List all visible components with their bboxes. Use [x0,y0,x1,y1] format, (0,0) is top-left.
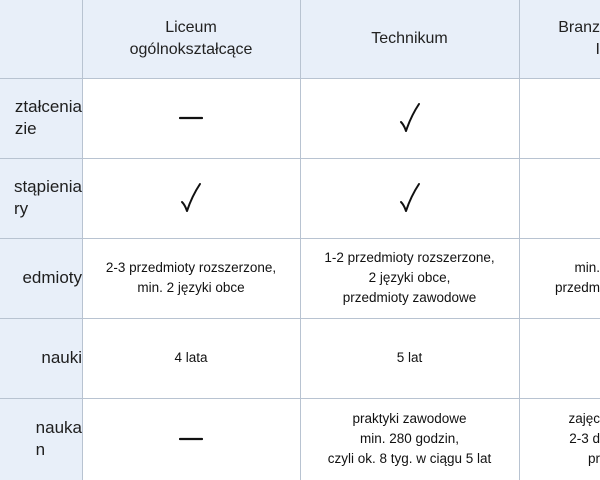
checkmark-icon [180,182,202,214]
row2-technikum-cell [300,158,519,238]
row-label-4-text: nauki [41,348,82,367]
row1-technikum-cell [300,78,519,158]
grid-line [0,158,600,159]
grid-line [0,318,600,319]
row-label-5 [0,398,82,480]
grid-line [0,238,600,239]
row-label-1 [0,78,82,158]
header-corner-cell [0,0,82,78]
row-label-2 [0,158,82,238]
row1-liceum-cell [82,78,300,158]
row5-branzowa-text: zajęc 2-3 d pr [568,411,600,466]
row5-technikum-cell [300,398,519,480]
row-label-3 [0,238,82,318]
row5-technikum-text: praktyki zawodowe min. 280 godzin, czyli ok. 8 tyg. w ciągu 5 lat [327,411,492,466]
checkmark-icon [399,182,421,214]
row3-technikum-text: 1-2 przedmioty rozszerzone, 2 języki obce, przedmioty zawodowe [324,250,495,305]
header-branzowa-label: Branz I [558,19,600,58]
row-label-2-text: stąpienia ry [13,177,82,218]
row4-technikum-cell [300,318,519,398]
row-label-1-text: ztałcenia zie [14,97,82,138]
row5-branzowa-cell [519,398,600,480]
header-technikum-label: Technikum [371,30,448,47]
row1-branzowa-cell [519,78,600,158]
header-technikum [300,0,519,78]
row2-branzowa-cell [519,158,600,238]
grid-line [0,398,600,399]
header-liceum [82,0,300,78]
checkmark-icon [399,102,421,134]
dash-icon [179,436,203,442]
row4-technikum-text: 5 lat [396,350,423,365]
row-label-3-text: edmioty [22,268,82,287]
header-branzowa [519,0,600,78]
grid-line [82,0,83,480]
row5-liceum-cell [82,398,300,480]
row3-liceum-text: 2-3 przedmioty rozszerzone, min. 2 języki obce [105,260,277,295]
row3-liceum-cell [82,238,300,318]
grid-line [0,78,600,79]
row4-branzowa-cell [519,318,600,398]
header-liceum-label: Liceum ogólnokształcące [129,19,253,58]
row-label-4 [0,318,82,398]
grid-line [519,0,520,480]
grid-line [300,0,301,480]
row4-liceum-text: 4 lata [174,350,208,365]
row2-liceum-cell [82,158,300,238]
row3-branzowa-text: min. przedm [554,260,600,295]
row3-technikum-cell [300,238,519,318]
row-label-5-text: nauka n [35,418,82,459]
dash-icon [179,115,203,121]
row3-branzowa-cell [519,238,600,318]
row4-liceum-cell [82,318,300,398]
